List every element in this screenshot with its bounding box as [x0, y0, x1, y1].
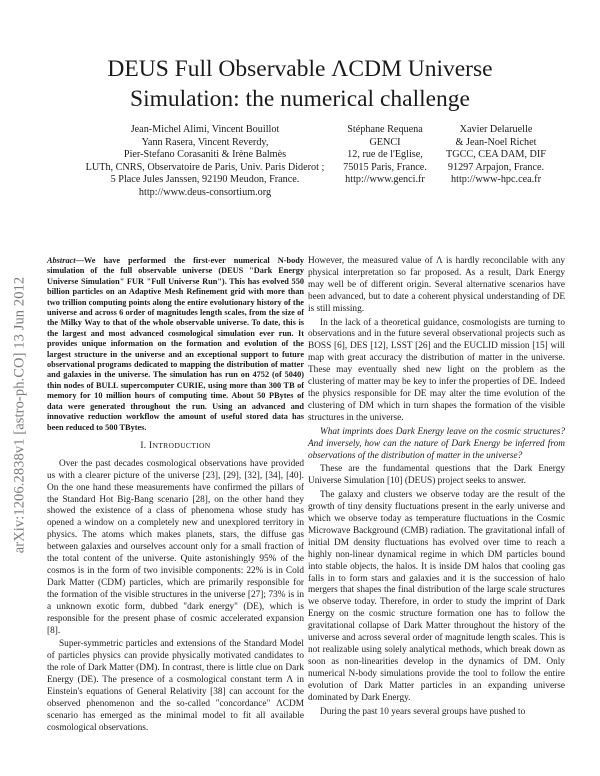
- paragraph: Super-symmetric particles and extensions of the Standard Model of particles physics can provide physically motivated candidates to the role of Dark Matter (DM). In contrast, there is little clue on Dark Energy (DE). The presence of a cosmological constant term Λ in Einstein's equations of General Relativity [38] can account for the observed phenomenon and the so-called "concordance" ΛCDM scenario has emerged as the minimal model to fit all available cosmological observations.: [47, 639, 304, 733]
- section-number: I.: [140, 440, 150, 451]
- abstract: [47, 256, 304, 433]
- affiliation-address: 91297 Arpajon, France.: [447, 161, 545, 173]
- arxiv-identifier-stamp: [5, 200, 35, 630]
- paragraph: Over the past decades cosmological observations have provided us with a clearer picture of the universe [23], [29], [32], [34], [40]. On the one hand these measurements have confirmed the pillars of the Standard Hot Big-Bang scenario [28], on the other hand they showed the existence of a class of phenomena whose study has opened a window on a completely new and unexplored territory in physics. The atoms which makes planets, stars, the diffuse gas between galaxies and ourselves account only for a small fraction of the total content of the universe. Quite astonishingly 95% of the cosmos is in the form of two invisible components: 22% is in Cold Dark Matter (CDM) particles, which are primarily responsible for the formation of the visible structures in the universe [27]; 73% is in a unknown exotic form, dubbed "dark energy" (DE), which is responsible for the present phase of cosmic accelerated expansion [8].: [47, 458, 304, 636]
- left-column: [47, 256, 304, 737]
- title-line-1: DEUS Full Observable ΛCDM Universe: [107, 56, 493, 82]
- paragraph: In the lack of a theoretical guidance, cosmologists are turning to observations and in the future several observational projects such as BOSS [6], DES [12], LSST [26] and the EUCLID mission [15] will map with great accuracy the distribution of matter in the universe. These may eventually shed new light on the problem as the clustering of matter may be key to infer the properties of DE. Indeed the physics responsible for DE may alter the time evolution of the clustering of DM which in turn shapes the formation of the visible structures in the universe.: [308, 317, 565, 423]
- author-block-genci: [334, 124, 436, 187]
- author-names: & Jean-Noel Richet: [455, 136, 537, 148]
- right-column: [308, 256, 565, 720]
- research-question: What imprints does Dark Energy leave on the cosmic structures? And inversely, how can the nature of Dark Energy be inferred from observations of the distribution of matter in the universe?: [308, 426, 565, 461]
- arxiv-identifier[interactable]: arXiv:1206.2838v1 [astro-ph.CO] 13 Jun 2012: [11, 276, 28, 554]
- abstract-lead: Abstract: [47, 256, 76, 265]
- author-names: Yann Rasera, Vincent Reverdy,: [141, 136, 269, 148]
- author-block-tgcc: [440, 124, 552, 187]
- author-block-deus: [80, 124, 330, 200]
- affiliation-url[interactable]: http://www.genci.fr: [345, 174, 425, 186]
- affiliation-url[interactable]: http://www-hpc.cea.fr: [451, 174, 541, 186]
- affiliation: TGCC, CEA DAM, DIF: [446, 149, 546, 161]
- affiliation: LUTh, CNRS, Observatoire de Paris, Univ. Paris Diderot ;: [85, 161, 325, 173]
- section-heading-introduction: [47, 440, 304, 453]
- affiliation-url[interactable]: http://www.deus-consortium.org: [138, 186, 272, 198]
- author-names: Stéphane Requena: [347, 124, 423, 135]
- paragraph: These are the fundamental questions that the Dark Energy Universe Simulation [10] (DEUS) project seeks to answer.: [308, 464, 565, 487]
- section-title-initial: I: [149, 440, 153, 451]
- title-line-2: Simulation: the numerical challenge: [130, 86, 470, 112]
- abstract-text: —We have performed the first-ever numerical N-body simulation of the full observable universe (DEUS "Dark Energy Universe Simulation" FUR "Full Universe Run"). This has evolved 550 billion particles on an Adaptive Mesh Refinement grid with more than two trillion computing points along the entire evolutionary history of the universe and across 6 order of magnitudes length scales, from the size of the Milky Way to that of the whole observable universe. To date, this is the largest and most advanced cosmological simulation ever run. It provides unique information on the formation and evolution of the largest structure in the universe and an exceptional support to future observational programs dedicated to mapping the distribution of matter and galaxies in the universe. The simulation has run on 4752 (of 5040) thin nodes of BULL supercomputer CURIE, using more than 300 TB of memory for 10 million hours of computing time. About 50 PBytes of data were generated throughout the run. Using an advanced and innovative reduction workflow the amount of useful stored data has been reduced to 500 TBytes.: [47, 256, 304, 432]
- paper-title: [60, 54, 540, 114]
- affiliation: GENCI: [369, 136, 401, 148]
- section-title-rest: NTRODUCTION: [152, 440, 211, 450]
- author-names: Pier-Stefano Corasaniti & Irène Balmès: [123, 149, 287, 161]
- affiliation-address: 12, rue de l'Eglise,: [347, 149, 423, 161]
- affiliation-address: 5 Place Jules Janssen, 92190 Meudon, France.: [110, 174, 300, 186]
- affiliation-address: 75015 Paris, France.: [343, 161, 427, 173]
- paragraph: During the past 10 years several groups have pushed to: [320, 706, 526, 717]
- author-names: Jean-Michel Alimi, Vincent Bouillot: [130, 124, 280, 135]
- author-names: Xavier Delaruelle: [459, 124, 533, 135]
- paragraph: However, the measured value of Λ is hardly reconcilable with any physical interpretation so far proposed. As a result, Dark Energy may well be of different origin. Several alternative scenarios have been advanced, but to date a coherent physical understanding of DE is still missing.: [308, 256, 565, 314]
- paragraph: The galaxy and clusters we observe today are the result of the growth of tiny density fluctuations present in the early universe and which we observe today as temperature fluctuations in the Cosmic Microwave Background (CMB) radiation. The gravitational infall of initial DM density fluctuations has evolved over time to reach a highly non-linear dynamical regime in which DM particles bound into stable objects, the halos. It is inside DM halos that cooling gas falls in to form stars and galaxies and it is the succession of halo mergers that shapes the final distribution of the large scale structures we observe today. Therefore, in order to study the imprint of Dark Energy on the cosmic structure formation one has to follow the gravitational collapse of Dark Matter throughout the history of the universe and across several order of magnitude length scales. This is not realizable using solely analytical methods, which break down as soon as non-linearities develop in the dynamics of DM. Only numerical N-body simulations provide the tool to follow the entire evolution of Dark Matter particles in an expanding universe dominated by Dark Energy.: [308, 490, 565, 703]
